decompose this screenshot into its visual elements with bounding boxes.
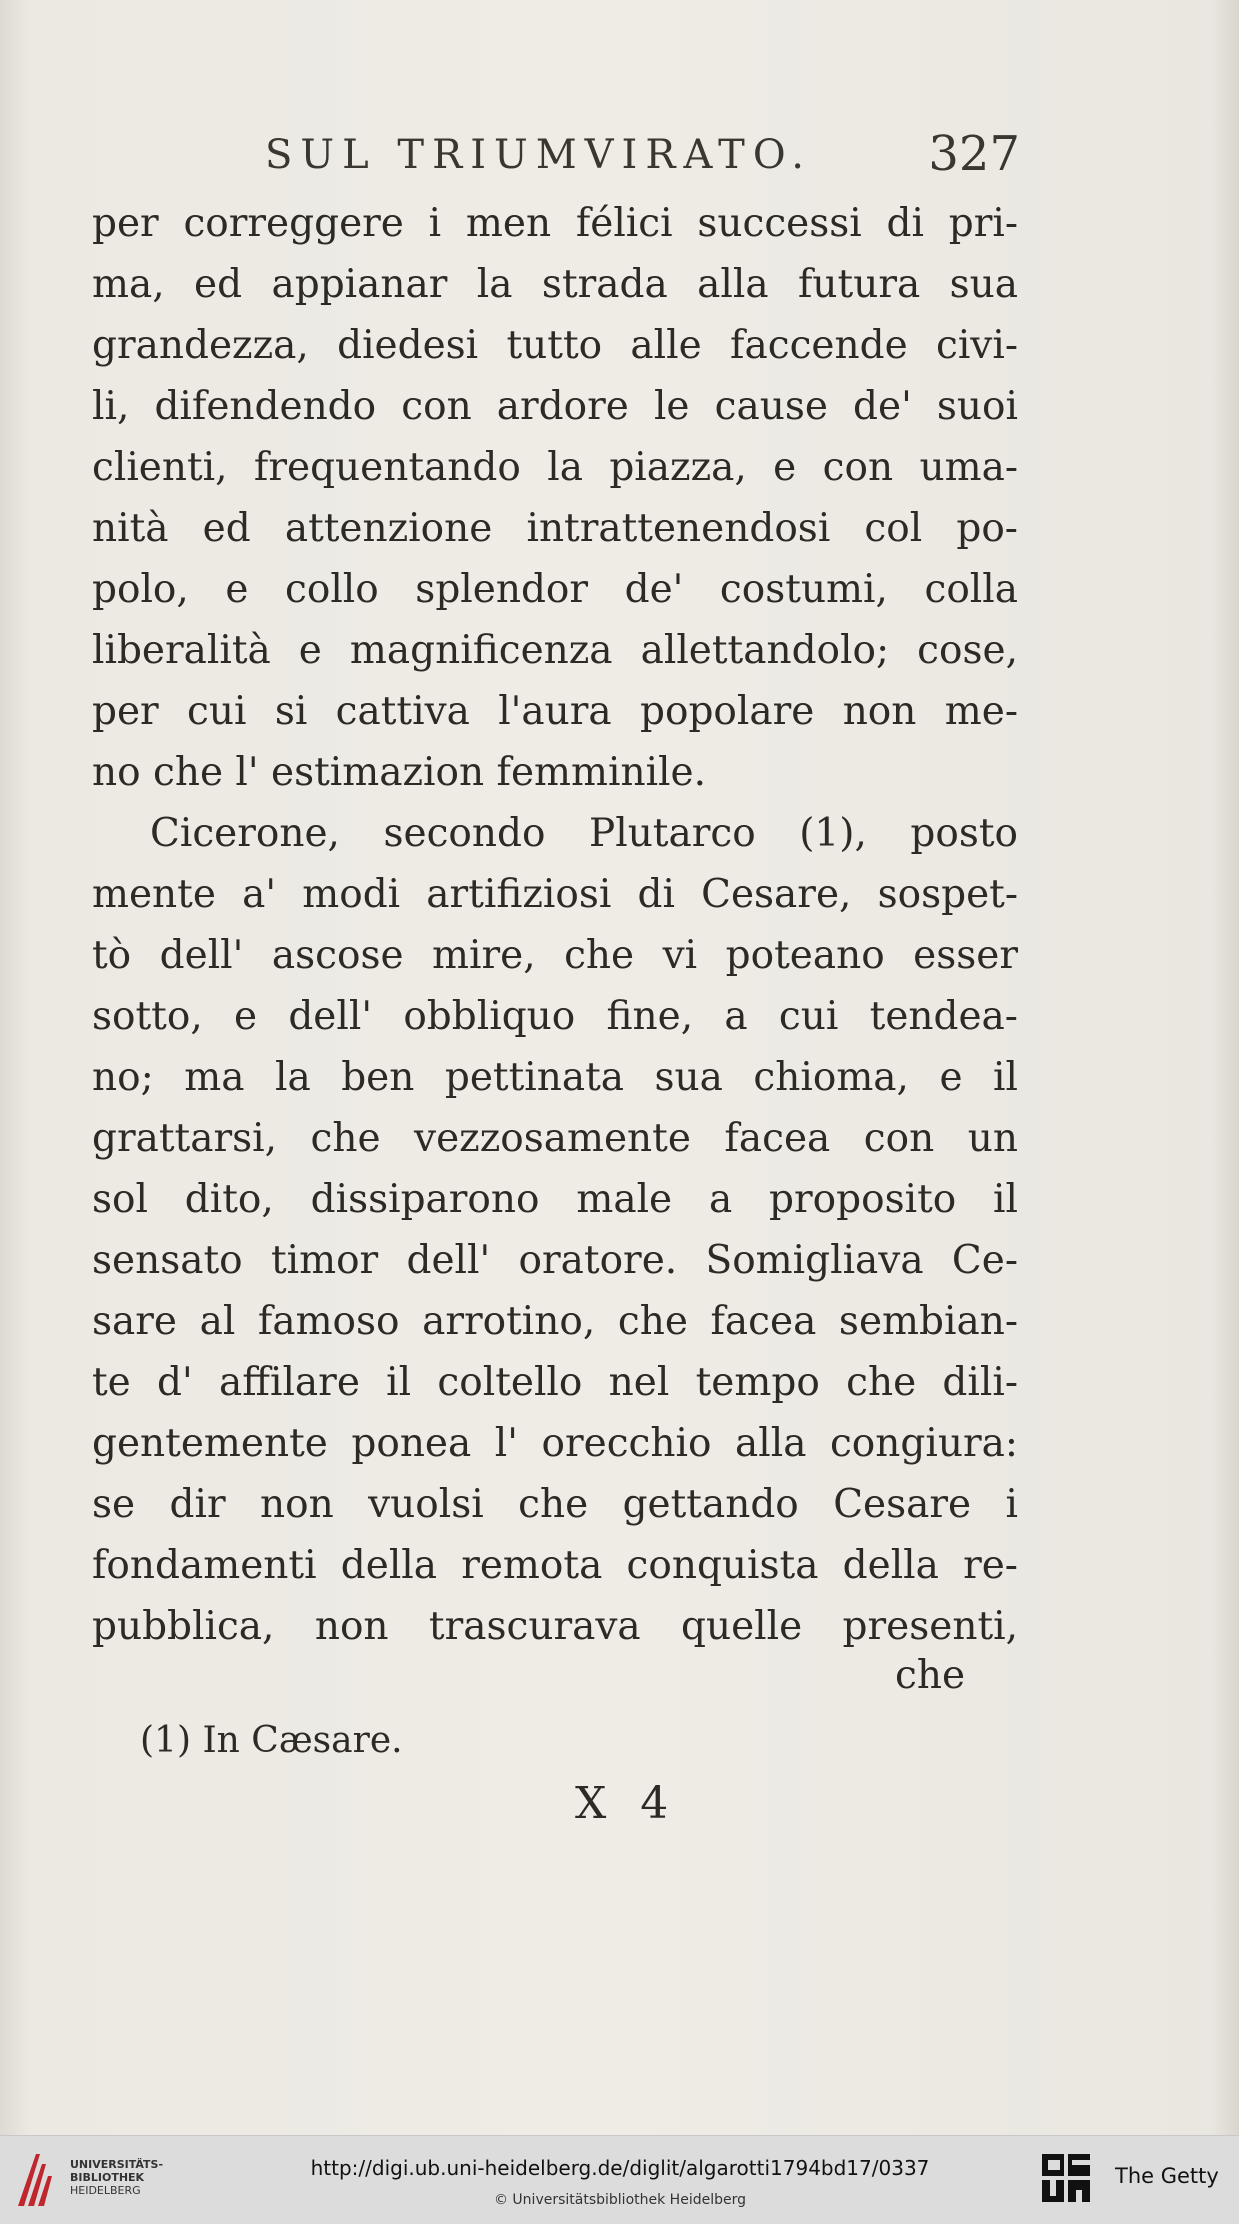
library-name-line: UNIVERSITÄTS- [70,2158,164,2171]
text-line: nità ed attenzione intrattenendosi col po- [92,506,1018,551]
text-line: gentemente ponea l' orecchio alla congiura: [92,1421,1018,1466]
text-line: clienti, frequentando la piazza, e con uma- [92,445,1018,490]
body-text [92,193,1018,1657]
text-line: pubblica, non trascurava quelle presenti, [92,1604,1018,1649]
text-line: tò dell' ascose mire, che vi poteano esser [92,933,1018,978]
viewer-footer [0,2135,1239,2224]
text-line: sare al famoso arrotino, che facea sembian- [92,1299,1018,1344]
text-line: li, difendendo con ardore le cause de' suoi [92,384,1018,429]
text-line: se dir non vuolsi che gettando Cesare i [92,1482,1018,1527]
text-line: per correggere i men félici successi di pri- [92,201,1018,246]
permalink-url[interactable]: http://digi.ub.uni-heidelberg.de/diglit/algarotti1794bd17/0337 [310,2156,930,2180]
getty-label: The Getty [1115,2164,1219,2188]
page-number: 327 [928,126,1020,182]
text-line: fondamenti della remota conquista della re- [92,1543,1018,1588]
library-name-line: HEIDELBERG [70,2184,141,2197]
university-library-name [70,2158,163,2197]
copyright-notice: © Universitätsbibliothek Heidelberg [493,2192,746,2208]
text-line: grattarsi, che vezzosamente facea con un [92,1116,1018,1161]
library-name-line: BIBLIOTHEK [70,2171,145,2184]
text-line: grandezza, diedesi tutto alle faccende civi- [92,323,1018,368]
text-line: per cui si cattiva l'aura popolare non me- [92,689,1018,734]
text-line: polo, e collo splendor de' costumi, colla [92,567,1018,612]
text-line: liberalità e magnificenza allettandolo; cose, [92,628,1018,673]
getty-logo-icon [1040,2152,1094,2208]
footnote: (1) In Cæsare. [140,1720,403,1761]
text-line: te d' affilare il coltello nel tempo che dili- [92,1360,1018,1405]
text-line: ma, ed appianar la strada alla futura sua [92,262,1018,307]
text-line: no; ma la ben pettinata sua chioma, e il [92,1055,1018,1100]
text-line: sensato timor dell' oratore. Somigliava Ce- [92,1238,1018,1283]
text-line: no che l' estimazion femminile. [92,750,707,795]
university-library-logo-icon [14,2150,58,2210]
catchword: che [895,1653,966,1698]
signature-mark: X 4 [575,1778,679,1829]
running-head [90,126,1020,192]
text-line: Cicerone, secondo Plutarco (1), posto [150,811,1018,856]
text-line: mente a' modi artifiziosi di Cesare, sospet- [92,872,1018,917]
text-line: sol dito, dissiparono male a proposito il [92,1177,1018,1222]
text-line: sotto, e dell' obbliquo fine, a cui tendea- [92,994,1018,1039]
running-head-title: SUL TRIUMVIRATO. [265,132,813,178]
